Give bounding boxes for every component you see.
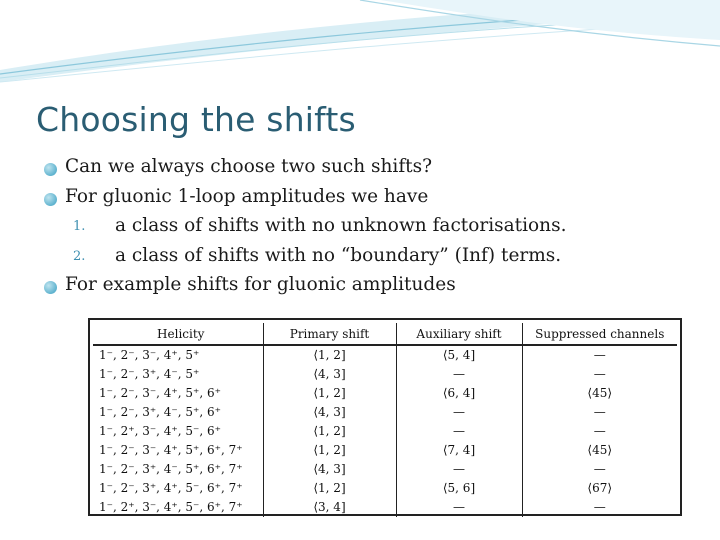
- table-header-row: [93, 323, 677, 345]
- table-row: [93, 460, 677, 479]
- suppressed-channels-cell: —: [593, 424, 606, 438]
- suppressed-channels-cell: —: [593, 348, 606, 362]
- auxiliary-shift-cell: ⟨7, 4]: [396, 441, 522, 460]
- table-row: [93, 384, 677, 403]
- primary-shift-cell: ⟨4, 3]: [263, 365, 396, 384]
- suppressed-channels-cell: —: [593, 500, 606, 514]
- sub-item-text: a class of shifts with no unknown factorisations.: [115, 215, 567, 236]
- auxiliary-shift-cell: ⟨5, 6]: [396, 479, 522, 498]
- primary-shift-cell: ⟨4, 3]: [263, 403, 396, 422]
- suppressed-channels-cell: —: [593, 405, 606, 419]
- column-header-helicity: Helicity: [93, 323, 263, 345]
- helicity-cell: 1⁻, 2⁻, 3⁺, 4⁻, 5⁺, 6⁺, 7⁺: [93, 460, 263, 479]
- table-row: [93, 441, 677, 460]
- primary-shift-cell: ⟨1, 2]: [263, 441, 396, 460]
- sub-item-number: 1.: [73, 219, 86, 234]
- shift-table-frame: [88, 318, 682, 516]
- bullet-text: For example shifts for gluonic amplitudes: [65, 274, 456, 295]
- bullet-item: [44, 186, 704, 216]
- auxiliary-shift-cell: ⟨5, 4]: [396, 345, 522, 365]
- column-header-suppressed-channels: Suppressed channels: [522, 323, 677, 345]
- table-row: [93, 365, 677, 384]
- suppressed-channels-cell: ⟨45⟩: [587, 386, 613, 400]
- helicity-cell: 1⁻, 2⁺, 3⁻, 4⁺, 5⁻, 6⁺: [93, 422, 263, 441]
- bullet-item: [44, 156, 704, 186]
- bullet-dot-icon: [44, 281, 57, 294]
- auxiliary-shift-cell: ⟨6, 4]: [396, 384, 522, 403]
- primary-shift-cell: ⟨1, 2]: [263, 345, 396, 365]
- helicity-cell: 1⁻, 2⁻, 3⁻, 4⁺, 5⁺: [93, 345, 263, 365]
- table-row: [93, 498, 677, 517]
- helicity-cell: 1⁻, 2⁻, 3⁻, 4⁺, 5⁺, 6⁺, 7⁺: [93, 441, 263, 460]
- table-body: [93, 345, 677, 517]
- column-header-primary-shift: Primary shift: [263, 323, 396, 345]
- numbered-sub-item: [44, 245, 704, 275]
- table-row: [93, 403, 677, 422]
- sub-item-number: 2.: [73, 248, 86, 264]
- auxiliary-shift-cell: —: [396, 403, 522, 422]
- primary-shift-cell: ⟨1, 2]: [263, 384, 396, 403]
- header-swoosh-decoration: [0, 0, 720, 90]
- bullet-item: [44, 274, 704, 304]
- sub-item-text: a class of shifts with no “boundary” (Inf) terms.: [115, 244, 562, 266]
- suppressed-channels-cell: ⟨45⟩: [587, 443, 613, 457]
- helicity-cell: 1⁻, 2⁻, 3⁺, 4⁻, 5⁺, 6⁺: [93, 403, 263, 422]
- primary-shift-cell: ⟨1, 2]: [263, 479, 396, 498]
- suppressed-channels-cell: —: [593, 367, 606, 381]
- primary-shift-cell: ⟨1, 2]: [263, 422, 396, 441]
- helicity-cell: 1⁻, 2⁻, 3⁺, 4⁺, 5⁻, 6⁺, 7⁺: [93, 479, 263, 498]
- column-header-auxiliary-shift: Auxiliary shift: [396, 323, 522, 345]
- suppressed-channels-cell: —: [593, 462, 606, 476]
- auxiliary-shift-cell: —: [396, 460, 522, 479]
- table-row: [93, 345, 677, 365]
- auxiliary-shift-cell: —: [396, 422, 522, 441]
- bullet-text: Can we always choose two such shifts?: [65, 156, 433, 177]
- suppressed-channels-cell: ⟨67⟩: [587, 481, 613, 495]
- bullet-text: For gluonic 1-loop amplitudes we have: [65, 185, 429, 207]
- auxiliary-shift-cell: —: [396, 365, 522, 384]
- shift-table: [93, 323, 677, 517]
- primary-shift-cell: ⟨4, 3]: [263, 460, 396, 479]
- slide-title: Choosing the shifts: [36, 100, 356, 139]
- bullet-list: [44, 156, 704, 304]
- helicity-cell: 1⁻, 2⁻, 3⁺, 4⁻, 5⁺: [93, 365, 263, 384]
- helicity-cell: 1⁻, 2⁻, 3⁻, 4⁺, 5⁺, 6⁺: [93, 384, 263, 403]
- bullet-dot-icon: [44, 163, 57, 176]
- table-row: [93, 479, 677, 498]
- auxiliary-shift-cell: —: [396, 498, 522, 517]
- helicity-cell: 1⁻, 2⁺, 3⁻, 4⁺, 5⁻, 6⁺, 7⁺: [93, 498, 263, 517]
- primary-shift-cell: ⟨3, 4]: [263, 498, 396, 517]
- bullet-dot-icon: [44, 193, 57, 206]
- numbered-sub-item: [44, 215, 704, 245]
- table-row: [93, 422, 677, 441]
